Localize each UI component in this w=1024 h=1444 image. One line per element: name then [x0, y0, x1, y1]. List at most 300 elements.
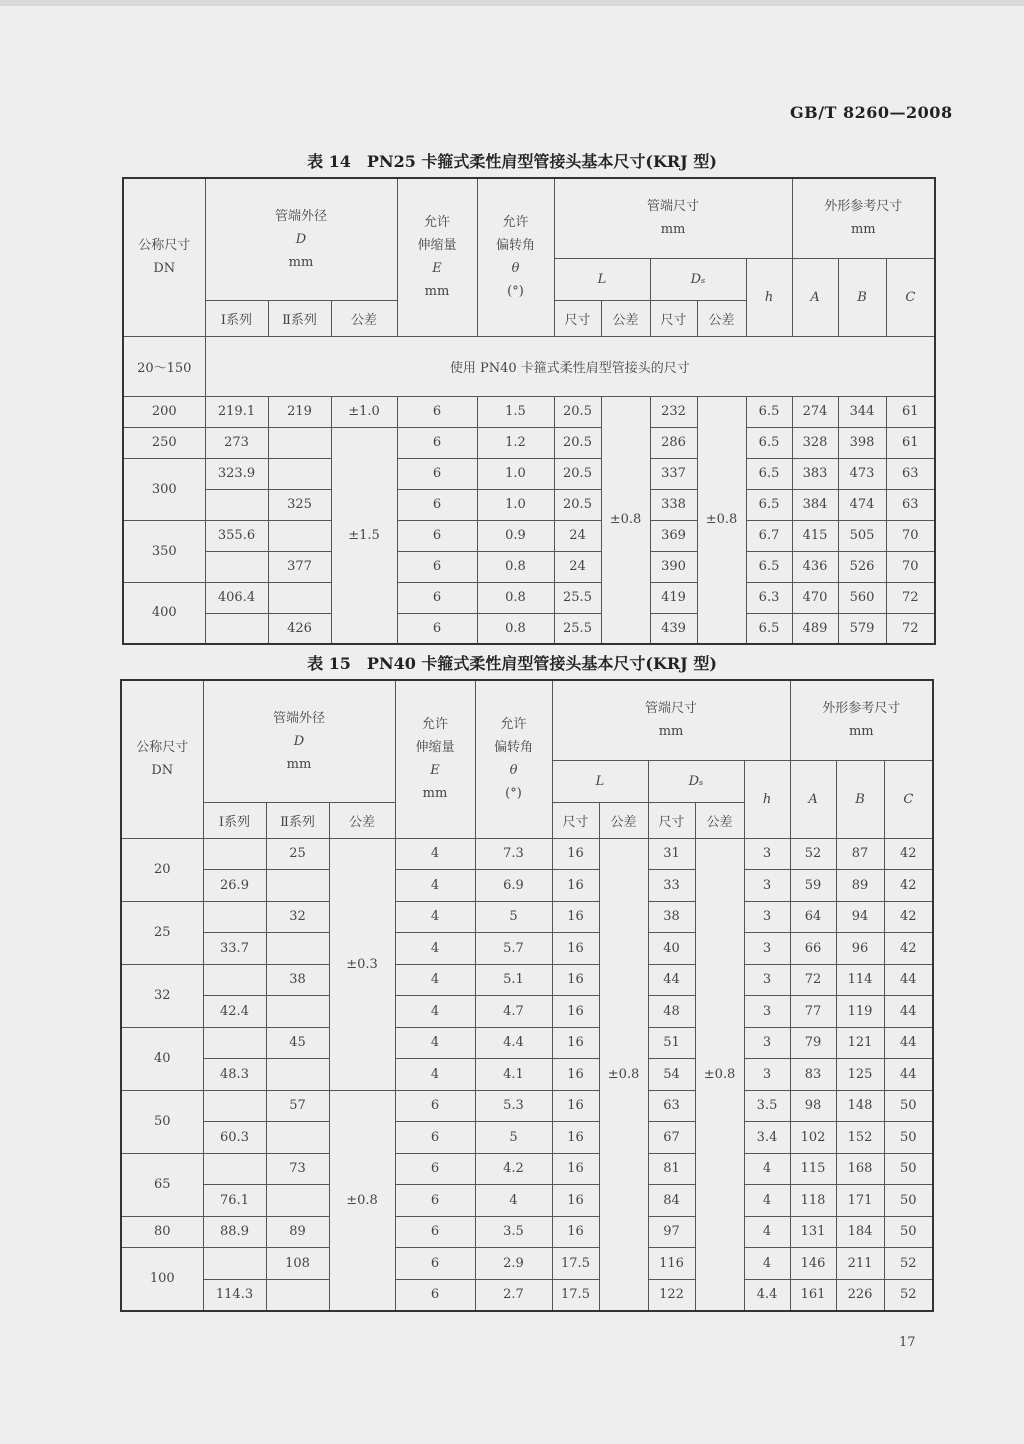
header-outline: 外形参考尺寸 mm [790, 680, 933, 760]
table-cell: 50 [884, 1216, 933, 1248]
table-cell: 16 [552, 838, 599, 870]
table-cell: 33 [648, 870, 695, 902]
table-cell: 4 [395, 1027, 475, 1059]
table-cell: 436 [792, 551, 838, 582]
header-C: C [886, 258, 935, 336]
table-cell: 100 [121, 1248, 203, 1311]
table-cell: 119 [836, 996, 884, 1028]
table-cell: 6 [397, 551, 477, 582]
table-cell: 369 [650, 520, 697, 551]
table-cell: 20.5 [554, 489, 601, 520]
table-cell: ±0.3 [329, 838, 395, 1090]
table-cell: 97 [648, 1216, 695, 1248]
table-cell: 76.1 [203, 1185, 266, 1217]
table-cell: 505 [838, 520, 886, 551]
table-cell: 344 [838, 396, 886, 427]
header-B: B [836, 760, 884, 838]
header-series2: Ⅱ系列 [268, 300, 331, 336]
header-A: A [792, 258, 838, 336]
table15-caption: 表 15 PN40 卡箍式柔性肩型管接头基本尺寸(KRJ 型) [307, 654, 717, 673]
table-cell: 16 [552, 933, 599, 965]
table-cell: 200 [123, 396, 205, 427]
table-cell [205, 613, 268, 644]
table-cell [266, 870, 329, 902]
table-cell: 211 [836, 1248, 884, 1280]
table-cell: 426 [268, 613, 331, 644]
header-e: 允许 伸缩量 E mm [395, 680, 475, 838]
table-cell: 48 [648, 996, 695, 1028]
table-cell: 400 [123, 582, 205, 644]
table-cell: 7.3 [475, 838, 552, 870]
table-cell: 48.3 [203, 1059, 266, 1091]
table-cell: 32 [121, 964, 203, 1027]
table-cell: 96 [836, 933, 884, 965]
header-h: h [744, 760, 790, 838]
table-row [121, 1185, 933, 1217]
table-cell: 6.5 [746, 396, 792, 427]
table-cell: 63 [886, 489, 935, 520]
header-theta: 允许 偏转角 θ (°) [475, 680, 552, 838]
table-cell: ±0.8 [601, 396, 650, 644]
table-cell: 1.0 [477, 458, 554, 489]
header-tol: 公差 [331, 300, 397, 336]
table-cell: 52 [884, 1248, 933, 1280]
table-cell: 40 [648, 933, 695, 965]
table-cell: 45 [266, 1027, 329, 1059]
header-Ds-size: 尺寸 [650, 300, 697, 336]
table-cell: 118 [790, 1185, 836, 1217]
table-cell: 80 [121, 1216, 203, 1248]
table-cell [203, 1248, 266, 1280]
table-cell: 52 [884, 1279, 933, 1311]
table-cell: 219 [268, 396, 331, 427]
table-cell: 390 [650, 551, 697, 582]
table-cell: 2.9 [475, 1248, 552, 1280]
header-dn: 公称尺寸 DN [123, 178, 205, 336]
table-cell [203, 964, 266, 996]
table-cell: 4 [395, 870, 475, 902]
table-cell [266, 1122, 329, 1154]
header-dn: 公称尺寸 DN [121, 680, 203, 838]
table15 [120, 679, 934, 1312]
table-cell: 66 [790, 933, 836, 965]
table-cell: 3 [744, 870, 790, 902]
table-cell: 20 [121, 838, 203, 901]
table-row [121, 1216, 933, 1248]
table14 [122, 177, 936, 645]
table-cell: 6 [395, 1185, 475, 1217]
table-cell: 24 [554, 551, 601, 582]
note-dn: 20～150 [123, 336, 205, 396]
table-cell: 38 [266, 964, 329, 996]
table-cell: 44 [884, 996, 933, 1028]
table-cell: 474 [838, 489, 886, 520]
header-series2: Ⅱ系列 [266, 802, 329, 838]
table-row [121, 1279, 933, 1311]
table-cell: 6 [397, 489, 477, 520]
table-cell: 184 [836, 1216, 884, 1248]
table-cell: 338 [650, 489, 697, 520]
table-cell [266, 1185, 329, 1217]
table-cell: 579 [838, 613, 886, 644]
table-cell: 377 [268, 551, 331, 582]
header-L: L [554, 258, 650, 300]
table-cell: 16 [552, 1090, 599, 1122]
table-cell: ±0.8 [599, 838, 648, 1311]
table-cell: 26.9 [203, 870, 266, 902]
table-cell: 42.4 [203, 996, 266, 1028]
table-cell: 3.5 [475, 1216, 552, 1248]
table-cell: 3 [744, 996, 790, 1028]
table-cell: 16 [552, 901, 599, 933]
table-cell: 0.8 [477, 551, 554, 582]
table-cell: 16 [552, 996, 599, 1028]
table-cell: 50 [884, 1122, 933, 1154]
table-cell: 168 [836, 1153, 884, 1185]
table-cell: 33.7 [203, 933, 266, 965]
table-cell: ±0.8 [329, 1090, 395, 1311]
table-row [121, 870, 933, 902]
table-cell: 5.3 [475, 1090, 552, 1122]
table-cell: 6.9 [475, 870, 552, 902]
table-cell: 50 [121, 1090, 203, 1153]
table-cell: 116 [648, 1248, 695, 1280]
header-L-size: 尺寸 [554, 300, 601, 336]
table-cell: 60.3 [203, 1122, 266, 1154]
table-cell: 6 [397, 520, 477, 551]
table-cell: 38 [648, 901, 695, 933]
table-cell: 6 [395, 1153, 475, 1185]
header-od: 管端外径 D mm [203, 680, 395, 802]
table-cell [266, 1279, 329, 1311]
table-cell: 4 [395, 996, 475, 1028]
table-cell: 42 [884, 838, 933, 870]
table-cell: 40 [121, 1027, 203, 1090]
table-cell [266, 996, 329, 1028]
table-cell: 98 [790, 1090, 836, 1122]
table-cell [268, 582, 331, 613]
table-cell: 5 [475, 901, 552, 933]
table-cell: 5.7 [475, 933, 552, 965]
table-row [121, 996, 933, 1028]
table-cell: 3 [744, 964, 790, 996]
table-cell: 1.5 [477, 396, 554, 427]
table-cell: 72 [790, 964, 836, 996]
table-cell: 6 [395, 1279, 475, 1311]
table-cell: 489 [792, 613, 838, 644]
table-cell: 473 [838, 458, 886, 489]
table-cell: 148 [836, 1090, 884, 1122]
header-Ds-size: 尺寸 [648, 802, 695, 838]
table-cell [203, 1027, 266, 1059]
table-row [121, 964, 933, 996]
table-cell: 4 [395, 838, 475, 870]
table-row [121, 1248, 933, 1280]
table-cell: 4 [395, 964, 475, 996]
table-cell: 328 [792, 427, 838, 458]
table-row [123, 489, 935, 520]
table-cell: 70 [886, 551, 935, 582]
table-cell: 63 [886, 458, 935, 489]
table-cell: 6 [397, 582, 477, 613]
table-cell [203, 1090, 266, 1122]
table-row [121, 1059, 933, 1091]
table-cell: 0.8 [477, 582, 554, 613]
table-cell: ±1.5 [331, 427, 397, 644]
table-cell: 16 [552, 1122, 599, 1154]
table-cell [205, 489, 268, 520]
table-cell: 1.2 [477, 427, 554, 458]
header-tol: 公差 [329, 802, 395, 838]
header-pipe-end: 管端尺寸 mm [554, 178, 792, 258]
header-Ds: Dₛ [650, 258, 746, 300]
table-cell: 171 [836, 1185, 884, 1217]
table-cell: 50 [884, 1185, 933, 1217]
header-outline: 外形参考尺寸 mm [792, 178, 935, 258]
table-row [121, 901, 933, 933]
table-cell: 6 [397, 396, 477, 427]
table-cell: 323.9 [205, 458, 268, 489]
table-cell: 25.5 [554, 582, 601, 613]
table-cell [203, 901, 266, 933]
table-cell: 419 [650, 582, 697, 613]
note-row [123, 336, 935, 396]
table-cell: 6.5 [746, 458, 792, 489]
table-cell: 67 [648, 1122, 695, 1154]
table-cell: 6.5 [746, 613, 792, 644]
table-cell: 89 [266, 1216, 329, 1248]
table-cell: 51 [648, 1027, 695, 1059]
table-cell: 3 [744, 933, 790, 965]
table-cell: 31 [648, 838, 695, 870]
table-cell: 146 [790, 1248, 836, 1280]
table-cell: 3 [744, 838, 790, 870]
table-row [121, 1027, 933, 1059]
table-cell: 6.5 [746, 427, 792, 458]
table-cell: 59 [790, 870, 836, 902]
table-cell: 560 [838, 582, 886, 613]
table-cell: 44 [648, 964, 695, 996]
table-cell: 4 [744, 1216, 790, 1248]
table-cell: 4 [395, 1059, 475, 1091]
table-cell: 219.1 [205, 396, 268, 427]
table-cell: 42 [884, 933, 933, 965]
table-cell: 4.4 [744, 1279, 790, 1311]
table-cell: 439 [650, 613, 697, 644]
table-cell: 4.2 [475, 1153, 552, 1185]
table-cell: 17.5 [552, 1248, 599, 1280]
table-cell [205, 551, 268, 582]
table-cell: 61 [886, 396, 935, 427]
table-cell: 63 [648, 1090, 695, 1122]
table-cell: 152 [836, 1122, 884, 1154]
table-cell: 3.5 [744, 1090, 790, 1122]
table-cell: 122 [648, 1279, 695, 1311]
table-cell: ±0.8 [695, 838, 744, 1311]
table-cell: 0.9 [477, 520, 554, 551]
header-row [123, 178, 935, 258]
table-cell: ±1.0 [331, 396, 397, 427]
table-cell: 73 [266, 1153, 329, 1185]
table-cell: 20.5 [554, 427, 601, 458]
table-cell: 526 [838, 551, 886, 582]
table-cell: 16 [552, 1027, 599, 1059]
table-cell: 72 [886, 613, 935, 644]
table-cell: 25 [121, 901, 203, 964]
table-cell: 16 [552, 1216, 599, 1248]
table-cell: 384 [792, 489, 838, 520]
table-cell: 65 [121, 1153, 203, 1216]
table-cell: 6.5 [746, 489, 792, 520]
table-row [121, 1090, 933, 1122]
table-cell [268, 427, 331, 458]
table-cell: 102 [790, 1122, 836, 1154]
table-cell: 6.5 [746, 551, 792, 582]
table-cell: 350 [123, 520, 205, 582]
header-theta: 允许 偏转角 θ (°) [477, 178, 554, 336]
table-cell [203, 838, 266, 870]
table-cell: 20.5 [554, 458, 601, 489]
header-series1: Ⅰ系列 [203, 802, 266, 838]
table-cell: 383 [792, 458, 838, 489]
table-cell: 274 [792, 396, 838, 427]
table-row [123, 582, 935, 613]
table-cell: 25.5 [554, 613, 601, 644]
table-cell: 226 [836, 1279, 884, 1311]
header-pipe-end: 管端尺寸 mm [552, 680, 790, 760]
header-L: L [552, 760, 648, 802]
table-cell: 72 [886, 582, 935, 613]
page-number: 17 [899, 1335, 916, 1350]
header-Ds-tol: 公差 [695, 802, 744, 838]
table-cell: 4 [744, 1153, 790, 1185]
table-cell: 415 [792, 520, 838, 551]
table-cell: 121 [836, 1027, 884, 1059]
table-cell: 61 [886, 427, 935, 458]
header-series1: Ⅰ系列 [205, 300, 268, 336]
table-cell: 4 [395, 933, 475, 965]
table-cell: 4.7 [475, 996, 552, 1028]
header-L-size: 尺寸 [552, 802, 599, 838]
header-od: 管端外径 D mm [205, 178, 397, 300]
table-cell: 16 [552, 964, 599, 996]
header-Ds: Dₛ [648, 760, 744, 802]
table-cell: 87 [836, 838, 884, 870]
standard-number: GB/T 8260—2008 [790, 103, 953, 122]
table-cell: 25 [266, 838, 329, 870]
header-L-tol: 公差 [599, 802, 648, 838]
header-C: C [884, 760, 933, 838]
table-cell: 42 [884, 901, 933, 933]
table-cell: 1.0 [477, 489, 554, 520]
header-e: 允许 伸缩量 E mm [397, 178, 477, 336]
table-cell: 6 [395, 1122, 475, 1154]
table-cell: 3 [744, 1059, 790, 1091]
table-row [123, 551, 935, 582]
header-Ds-tol: 公差 [697, 300, 746, 336]
table-cell: 115 [790, 1153, 836, 1185]
table-cell: 16 [552, 1059, 599, 1091]
table-cell: 17.5 [552, 1279, 599, 1311]
header-L-tol: 公差 [601, 300, 650, 336]
table-cell: 16 [552, 1185, 599, 1217]
table-cell: 50 [884, 1153, 933, 1185]
table-cell: 50 [884, 1090, 933, 1122]
table-cell: 3 [744, 1027, 790, 1059]
table-cell: 44 [884, 1059, 933, 1091]
table-cell: 6 [397, 458, 477, 489]
table-cell: 24 [554, 520, 601, 551]
table-cell: 5.1 [475, 964, 552, 996]
table-cell: 84 [648, 1185, 695, 1217]
table-cell: 64 [790, 901, 836, 933]
table-cell: 94 [836, 901, 884, 933]
table-cell: 54 [648, 1059, 695, 1091]
table-cell: 131 [790, 1216, 836, 1248]
table-cell: 114 [836, 964, 884, 996]
table-cell: 77 [790, 996, 836, 1028]
table-cell: 6 [395, 1248, 475, 1280]
table-cell: 3 [744, 901, 790, 933]
table-cell: 5 [475, 1122, 552, 1154]
table-cell: 88.9 [203, 1216, 266, 1248]
table-cell: 4 [475, 1185, 552, 1217]
table-cell [266, 933, 329, 965]
table-row [123, 396, 935, 427]
table-cell: 398 [838, 427, 886, 458]
table-row [123, 520, 935, 551]
table-cell: 89 [836, 870, 884, 902]
table-cell: 125 [836, 1059, 884, 1091]
table-cell: 0.8 [477, 613, 554, 644]
table-cell: 16 [552, 870, 599, 902]
table-cell: 4 [744, 1248, 790, 1280]
table-cell: 70 [886, 520, 935, 551]
table-cell: 6 [397, 613, 477, 644]
table-cell: 6.3 [746, 582, 792, 613]
table-row [121, 933, 933, 965]
table-cell: 52 [790, 838, 836, 870]
table-row [123, 458, 935, 489]
note-text: 使用 PN40 卡箍式柔性肩型管接头的尺寸 [205, 336, 935, 396]
table-cell: 44 [884, 1027, 933, 1059]
page-top-edge [0, 0, 1024, 6]
table-cell: 42 [884, 870, 933, 902]
header-A: A [790, 760, 836, 838]
table-cell: 6 [397, 427, 477, 458]
table-cell: ±0.8 [697, 396, 746, 644]
table-cell: 4.1 [475, 1059, 552, 1091]
table-cell [268, 520, 331, 551]
table-cell: 300 [123, 458, 205, 520]
table-cell: 6.7 [746, 520, 792, 551]
table-cell: 32 [266, 901, 329, 933]
table-row [121, 838, 933, 870]
table-cell: 325 [268, 489, 331, 520]
table-cell: 470 [792, 582, 838, 613]
table-cell: 406.4 [205, 582, 268, 613]
table-cell: 20.5 [554, 396, 601, 427]
table-row [123, 427, 935, 458]
table-cell: 108 [266, 1248, 329, 1280]
table-cell: 6 [395, 1216, 475, 1248]
table-cell: 16 [552, 1153, 599, 1185]
table-cell: 114.3 [203, 1279, 266, 1311]
table-cell: 6 [395, 1090, 475, 1122]
table-cell: 44 [884, 964, 933, 996]
table-row [121, 1122, 933, 1154]
header-B: B [838, 258, 886, 336]
